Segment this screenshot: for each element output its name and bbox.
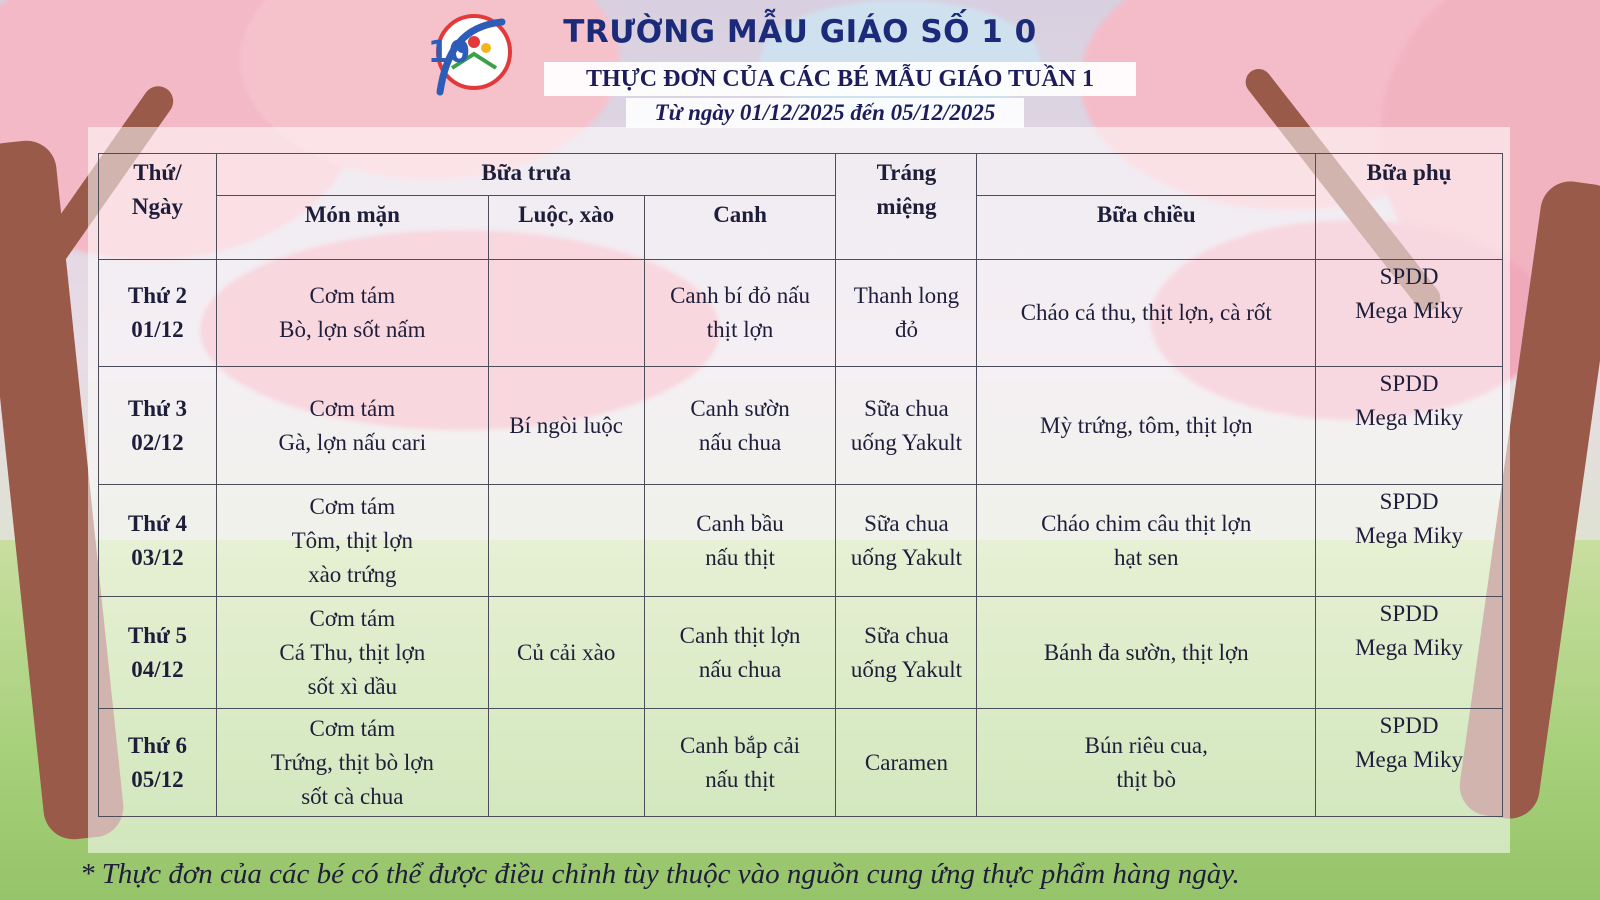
day-cell: Thứ 5 04/12 — [99, 597, 217, 709]
table-row — [99, 260, 1503, 367]
afternoon-cell: Bánh đa sườn, thịt lợn — [977, 597, 1316, 709]
side-dish-cell — [488, 709, 644, 817]
table-row — [99, 485, 1503, 597]
soup-cell: Canh sườn nấu chua — [644, 367, 836, 485]
main-dish-cell: Cơm tám Tôm, thịt lợn xào trứng — [216, 485, 488, 597]
day-cell: Thứ 3 02/12 — [99, 367, 217, 485]
dessert-cell: Caramen — [836, 709, 977, 817]
page-header — [0, 0, 1600, 130]
soup-cell: Canh bí đỏ nấu thịt lợn — [644, 260, 836, 367]
day-cell: Thứ 2 01/12 — [99, 260, 217, 367]
table-row — [99, 597, 1503, 709]
menu-rows — [99, 260, 1503, 817]
snack-cell: SPDD Mega Miky — [1316, 597, 1503, 709]
dessert-cell: Sữa chua uống Yakult — [836, 367, 977, 485]
table-row — [99, 367, 1503, 485]
dessert-cell: Sữa chua uống Yakult — [836, 597, 977, 709]
table-row — [99, 709, 1503, 817]
side-dish-cell — [488, 260, 644, 367]
side-dish-cell: Bí ngòi luộc — [488, 367, 644, 485]
side-dish-cell — [488, 485, 644, 597]
snack-cell: SPDD Mega Miky — [1316, 367, 1503, 485]
main-dish-cell: Cơm tám Bò, lợn sốt nấm — [216, 260, 488, 367]
soup-cell: Canh bắp cải nấu thịt — [644, 709, 836, 817]
header-boiled-stirfry: Luộc, xào — [488, 196, 644, 260]
header-afternoon-top — [977, 154, 1316, 196]
snack-cell: SPDD Mega Miky — [1316, 260, 1503, 367]
soup-cell: Canh bầu nấu thịt — [644, 485, 836, 597]
weekly-menu-table — [98, 153, 1503, 817]
soup-cell: Canh thịt lợn nấu chua — [644, 597, 836, 709]
main-dish-cell: Cơm tám Cá Thu, thịt lợn sốt xì dầu — [216, 597, 488, 709]
dessert-cell: Thanh long đỏ — [836, 260, 977, 367]
date-range: Từ ngày 01/12/2025 đến 05/12/2025 — [626, 98, 1024, 128]
main-dish-cell: Cơm tám Gà, lợn nấu cari — [216, 367, 488, 485]
dessert-cell: Sữa chua uống Yakult — [836, 485, 977, 597]
main-dish-cell: Cơm tám Trứng, thịt bò lợn sốt cà chua — [216, 709, 488, 817]
logo-number: 10 — [428, 35, 470, 70]
snack-cell: SPDD Mega Miky — [1316, 709, 1503, 817]
header-dessert: Tráng miệng — [836, 154, 977, 260]
header-day: Thứ/ Ngày — [99, 154, 217, 260]
header-soup: Canh — [644, 196, 836, 260]
menu-title: THỰC ĐƠN CỦA CÁC BÉ MẪU GIÁO TUẦN 1 — [544, 62, 1136, 96]
day-cell: Thứ 4 03/12 — [99, 485, 217, 597]
snack-cell: SPDD Mega Miky — [1316, 485, 1503, 597]
header-main-dish: Món mặn — [216, 196, 488, 260]
day-cell: Thứ 6 05/12 — [99, 709, 217, 817]
footnote: * Thực đơn của các bé có thể được điều chỉnh tùy thuộc vào nguồn cung ứng thực phẩm hàng ngày. — [80, 858, 1240, 890]
afternoon-cell: Cháo chim câu thịt lợn hạt sen — [977, 485, 1316, 597]
afternoon-cell: Bún riêu cua, thịt bò — [977, 709, 1316, 817]
afternoon-cell: Cháo cá thu, thịt lợn, cà rốt — [977, 260, 1316, 367]
header-lunch: Bữa trưa — [216, 154, 836, 196]
school-name: TRƯỜNG MẪU GIÁO SỐ 1 0 — [563, 14, 1037, 50]
header-snack: Bữa phụ — [1316, 154, 1503, 260]
header-afternoon: Bữa chiều — [977, 196, 1316, 260]
side-dish-cell: Củ cải xào — [488, 597, 644, 709]
afternoon-cell: Mỳ trứng, tôm, thịt lợn — [977, 367, 1316, 485]
